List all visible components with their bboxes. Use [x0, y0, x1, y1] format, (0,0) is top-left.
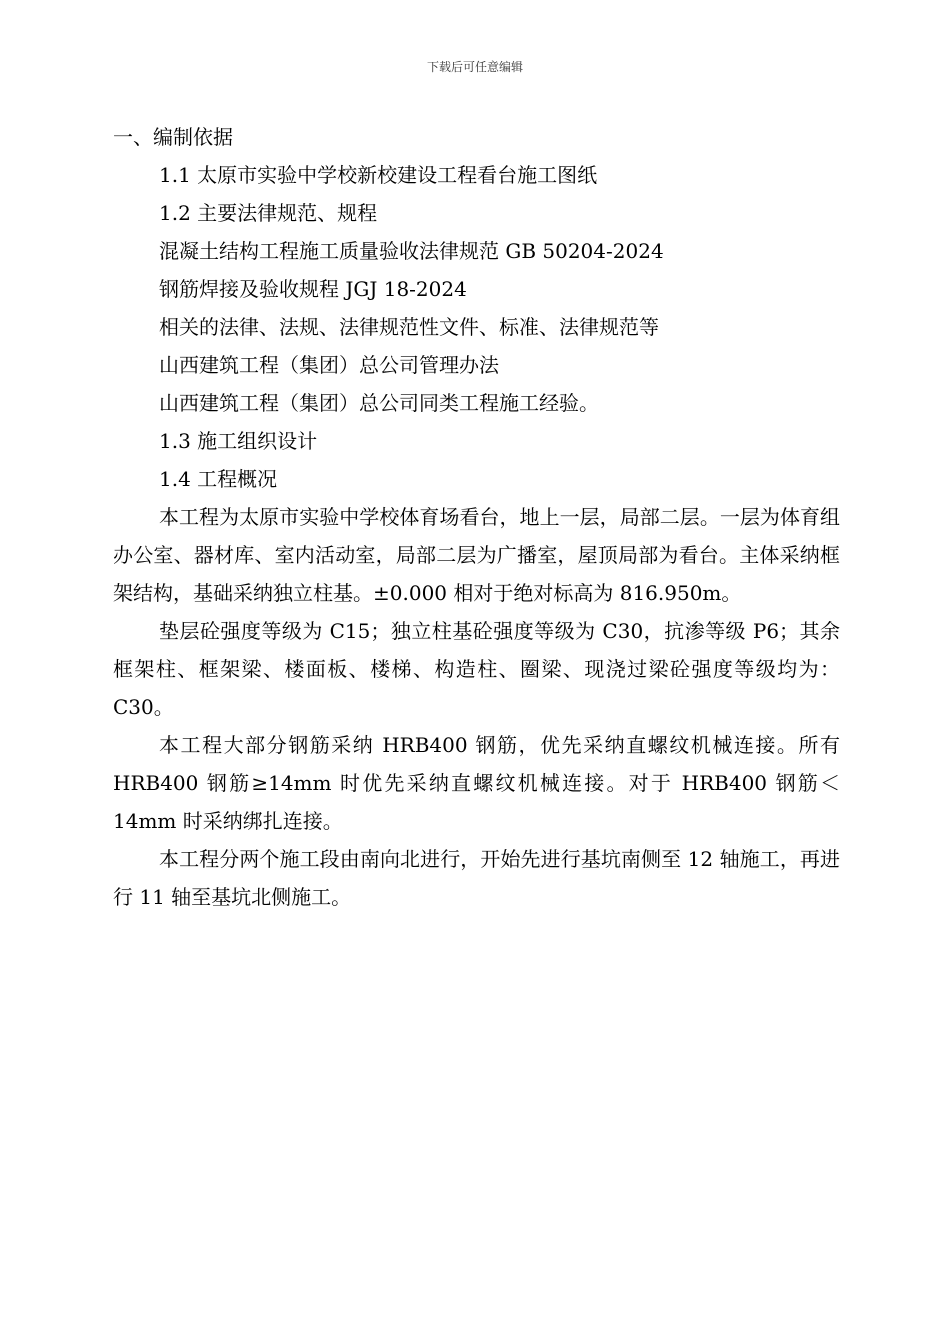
- paragraph-rebar: 本工程大部分钢筋采纳 HRB400 钢筋，优先采纳直螺纹机械连接。所有 HRB400 钢筋≥14mm 时优先采纳直螺纹机械连接。对于 HRB400 钢筋＜14mm 时采纳绑扎连接。: [113, 733, 840, 833]
- paragraph-construction-sections: 本工程分两个施工段由南向北进行，开始先进行基坑南侧至 12 轴施工，再进行 11 轴至基坑北侧施工。: [113, 847, 840, 909]
- section-title: 一、编制依据: [113, 125, 233, 149]
- company-construction-experience: 山西建筑工程（集团）总公司同类工程施工经验。: [159, 391, 599, 415]
- company-management-method: 山西建筑工程（集团）总公司管理办法: [159, 353, 499, 377]
- paragraph-concrete-grades: 垫层砼强度等级为 C15；独立柱基砼强度等级为 C30，抗渗等级 P6；其余框架柱、框架梁、楼面板、楼梯、构造柱、圈梁、现浇过梁砼强度等级均为：C30。: [113, 619, 840, 719]
- standard-jgj18: 钢筋焊接及验收规程 JGJ 18-2024: [159, 277, 467, 301]
- standard-gb50204: 混凝土结构工程施工质量验收法律规范 GB 50204-2024: [159, 239, 664, 263]
- related-regulations: 相关的法律、法规、法律规范性文件、标准、法律规范等: [159, 315, 659, 339]
- item-1-1: 1.1 太原市实验中学校新校建设工程看台施工图纸: [159, 163, 598, 187]
- item-1-3: 1.3 施工组织设计: [159, 429, 318, 453]
- item-1-2: 1.2 主要法律规范、规程: [159, 201, 378, 225]
- item-1-4: 1.4 工程概况: [159, 467, 278, 491]
- paragraph-overview: 本工程为太原市实验中学校体育场看台，地上一层，局部二层。一层为体育组办公室、器材库、室内活动室，局部二层为广播室，屋顶局部为看台。主体采纳框架结构，基础采纳独立柱基。±0.000 相对于绝对标高为 816.950m。: [113, 505, 840, 605]
- page-header: 下载后可任意编辑: [426, 60, 523, 74]
- document-body: [113, 118, 840, 916]
